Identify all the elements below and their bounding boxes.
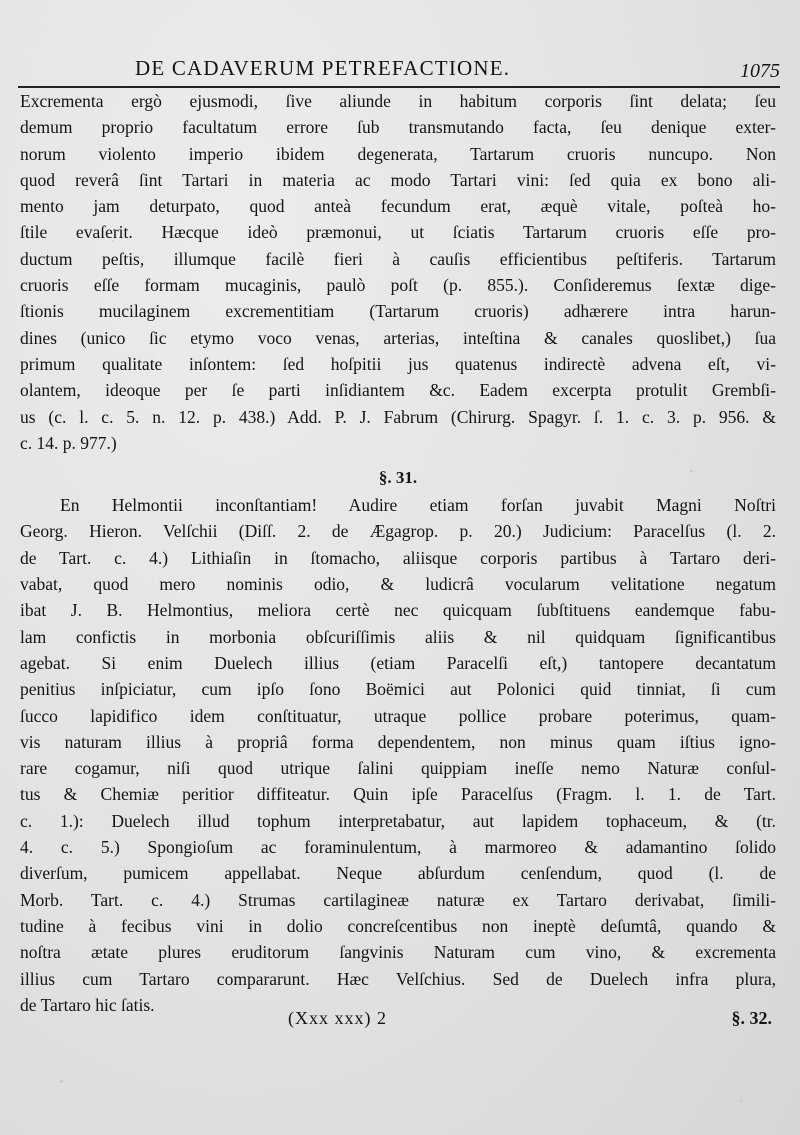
text-line: Morb. Tart. c. 4.) Strumas cartilagineæ naturæ ex Tartaro derivabat, ſimili- (20, 889, 776, 910)
text-line: cruoris eſſe formam mucaginis, paulò poſt (p. 855.). Conſideremus ſextæ dige- (20, 275, 776, 296)
section-heading: §. 31. (378, 468, 418, 488)
text-line: vis naturam illius à propriâ forma dependentem, non minus quam iſtius igno- (20, 731, 776, 752)
paper-speck (60, 1080, 63, 1083)
text-line: ſtionis mucilaginem excrementitiam (Tartarum cruoris) adhærere intra harun- (20, 301, 776, 322)
text-line: ductum peſtis, illumque facilè fieri à cauſis efficientibus peſtiferis. Tartarum (20, 248, 776, 269)
running-title: DE CADAVERUM PETREFACTIONE. (135, 56, 511, 80)
text-line: diverſum, pumicem appellabat. Neque abſurdum cenſendum, quod (l. de (20, 863, 776, 884)
text-line: primum qualitate inſontem: ſed hoſpitii jus quatenus indirectè advena eſt, vi- (20, 353, 776, 374)
text-line: noſtra ætate plures eruditorum ſangvinis Naturam cum vino, & excrementa (20, 942, 776, 963)
page-number: 1075 (740, 60, 780, 82)
text-line: de Tartaro hic ſatis. (20, 994, 155, 1015)
paragraph-2 (20, 492, 776, 1018)
text-line: En Helmontii inconſtantiam! Audire etiam forſan juvabit Magni Noſtri (60, 495, 776, 516)
text-line: ibat J. B. Helmontius, meliora certè nec quicquam ſubſtituens eandemque fabu- (20, 600, 776, 621)
main-text (20, 88, 776, 1018)
text-line: tudine à fecibus vini in dolio concreſcentibus non ineptè deſumtâ, quando & (20, 915, 776, 936)
text-line: 4. c. 5.) Spongioſum ac foraminulentum, à marmoreo & adamantino ſolido (20, 837, 776, 858)
text-line: mento jam deturpato, quod anteà fecundum erat, æquè vitale, poſteà ho- (20, 196, 776, 217)
page-footer (0, 1008, 800, 1038)
text-line: c. 14. p. 977.) (20, 432, 117, 453)
text-line: us (c. l. c. 5. n. 12. p. 438.) Add. P. J. Fabrum (Chirurg. Spagyr. ſ. 1. c. 3. p. 956. & (20, 406, 776, 427)
text-line: c. 1.): Duelech illud tophum interpretabatur, aut lapidem tophaceum, & (tr. (20, 810, 776, 831)
text-line: ſtile evaſerit. Hæcque ideò præmonui, ut ſciatis Tartarum cruoris eſſe pro- (20, 222, 776, 243)
text-line: Excrementa ergò ejusmodi, ſive aliunde in habitum corporis ſint delata; ſeu (20, 91, 776, 111)
text-line: olantem, ideoque per ſe parti inſidiantem &c. Eadem excerpta protulit Grembſi- (20, 380, 776, 401)
text-line: rare cogamur, niſi quod utrique ſalini quippiam ineſſe nemo Naturæ conſul- (20, 758, 776, 779)
text-line: vabat, quod mero nominis odio, & ludicrâ vocularum velitatione negatum (20, 574, 776, 595)
text-line: agebat. Si enim Duelech illius (etiam Paracelſi eſt,) tantopere decantatum (20, 652, 776, 673)
text-line: lam confictis in morbonia obſcuriſſimis aliis & nil quidquam ſignificantibus (20, 626, 776, 647)
text-line: norum violento imperio ibidem degenerata, Tartarum cruoris nuncupo. Non (20, 143, 776, 164)
signature-mark: (Xxx xxx) 2 (288, 1008, 387, 1028)
page-header (0, 52, 800, 86)
text-line: Georg. Hieron. Velſchii (Diſſ. 2. de Ægagrop. p. 20.) Judicium: Paracelſus (l. 2. (20, 521, 776, 542)
text-line: demum proprio facultatum errore ſub transmutando facta, ſeu denique exter- (20, 117, 776, 138)
text-line: dines (unico ſic etymo voco venas, arterias, inteſtina & canales quoslibet,) ſua (20, 327, 776, 348)
paper-speck (740, 1100, 742, 1102)
text-line: penitius inſpiciatur, cum ipſo ſono Boëmici aut Polonici quid tinniat, ſi cum (20, 679, 776, 700)
paragraph-1 (20, 88, 776, 456)
catchword: §. 32. (731, 1008, 772, 1028)
text-line: ſucco lapidifico idem conſtituatur, utraque pollice probare poterimus, quam- (20, 705, 776, 726)
text-line: tus & Chemiæ peritior diffiteatur. Quin ipſe Paracelſus (Fragm. l. 1. de Tart. (20, 784, 776, 805)
text-line: de Tart. c. 4.) Lithiaſin in ſtomacho, aliisque corporis partibus à Tartaro deri- (20, 547, 776, 568)
text-line: illius cum Tartaro compararunt. Hæc Velſchius. Sed de Duelech infra plura, (20, 968, 776, 989)
text-line: quod reverâ ſint Tartari in materia ac modo Tartari vini: ſed quia ex bono ali- (20, 169, 776, 190)
